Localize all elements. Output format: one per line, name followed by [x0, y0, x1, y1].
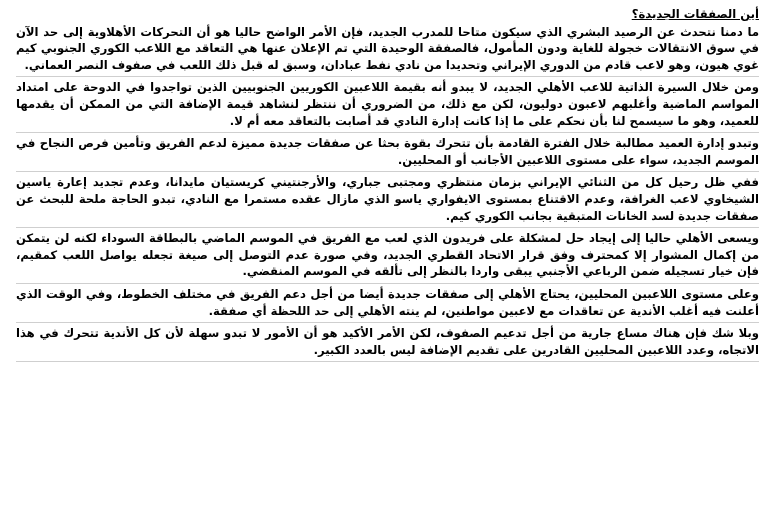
- paragraph-1: ما دمنا نتحدث عن الرصيد البشري الذي سيكون متاحا للمدرب الجديد، فإن الأمر الواضح حاليا هو أن التحركات الأهلاوية إلى حد الآن في سوق الانتقالات خجولة للغاية ودون المأمول، فالصفقة الوحيدة التي تم الإعلان عنها هي التعاقد مع اللاعب الكوري الجنوبي كيم غوي هيون، وهو لاعب قادم من الدوري الإيراني وتحديدا من نادي نفط عبادان، وسبق له قبل ذلك اللعب في صفوف النصر العماني.: [16, 24, 759, 78]
- paragraph-3: وتبدو إدارة العميد مطالبة خلال الفترة القادمة بأن تتحرك بقوة بحثا عن صفقات جديدة مميزة لدعم الفريق وتأمين فرص النجاح في الموسم الجديد، سواء على مستوى اللاعبين الأجانب أو المحليين.: [16, 133, 759, 172]
- paragraph-2: ومن خلال السيرة الذاتية للاعب الأهلي الجديد، لا يبدو أنه بقيمة اللاعبين الكوريين الجنوبيين الذين تواجدوا في الدوحة على امتداد المواسم الماضية وأغلبهم لاعبون دوليون، لكن مع ذلك، من الضروري أن ننتظر لنشاهد قيمة الإضافة التي من الممكن أن يقدمها للعميد، وهو ما سيسمح لنا بأن نحكم على ما إذا كانت إدارة النادي قد أصابت بالتعاقد معه أم لا.: [16, 77, 759, 133]
- paragraph-6: وعلى مستوى اللاعبين المحليين، يحتاج الأهلي إلى صفقات جديدة أيضا من أجل دعم الفريق في مختلف الخطوط، وفي الوقت الذي أعلنت فيه أغلب الأندية عن تعاقدات مع لاعبين مواطنين، لم ينته الأهلي إلى حد اللحظة أي صفقة.: [16, 284, 759, 323]
- paragraph-5: ويسعى الأهلي حاليا إلى إيجاد حل لمشكلة على فريدون الذي لعب مع الفريق في الموسم الماضي بالبطاقة السوداء لكنه لن يتمكن من إكمال المشوار إلا كمحترف وفق قرار الاتحاد القطري الجديد، وفي صورة عدم التوصل إلى صيغة تجعله يواصل اللعب كمقيم، فإن خيار تسجيله ضمن الرباعي الأجنبي يبقى واردا بالنظر إلى تألقه في الموسم المنقضي.: [16, 228, 759, 284]
- heading-wrap: [16, 6, 759, 23]
- paragraph-4: ففي ظل رحيل كل من الثنائي الإيراني بزمان منتظري ومجتبى جباري، والأرجنتيني كريستيان مايدانا، وعدم تجديد إعارة ياسين الشيخاوي لاعب الغرافة، وعدم الاقتناع بمستوى الايفواري ياسو الذي مازال عقده مستمرا مع النادي، تبدو الحاجة ملحة للبحث عن صفقات جديدة لسد الخانات المتبقية بجانب الكوري كيم.: [16, 172, 759, 228]
- paragraph-7: وبلا شك فإن هناك مساع جارية من أجل تدعيم الصفوف، لكن الأمر الأكيد هو أن الأمور لا تبدو سهلة لأن كل الأندية تتحرك في هذا الاتجاه، وعدد اللاعبين المحليين القادرين على تقديم الإضافة ليس بالعدد الكبير.: [16, 323, 759, 362]
- article-heading: أين الصفقات الجديدة؟: [631, 7, 759, 21]
